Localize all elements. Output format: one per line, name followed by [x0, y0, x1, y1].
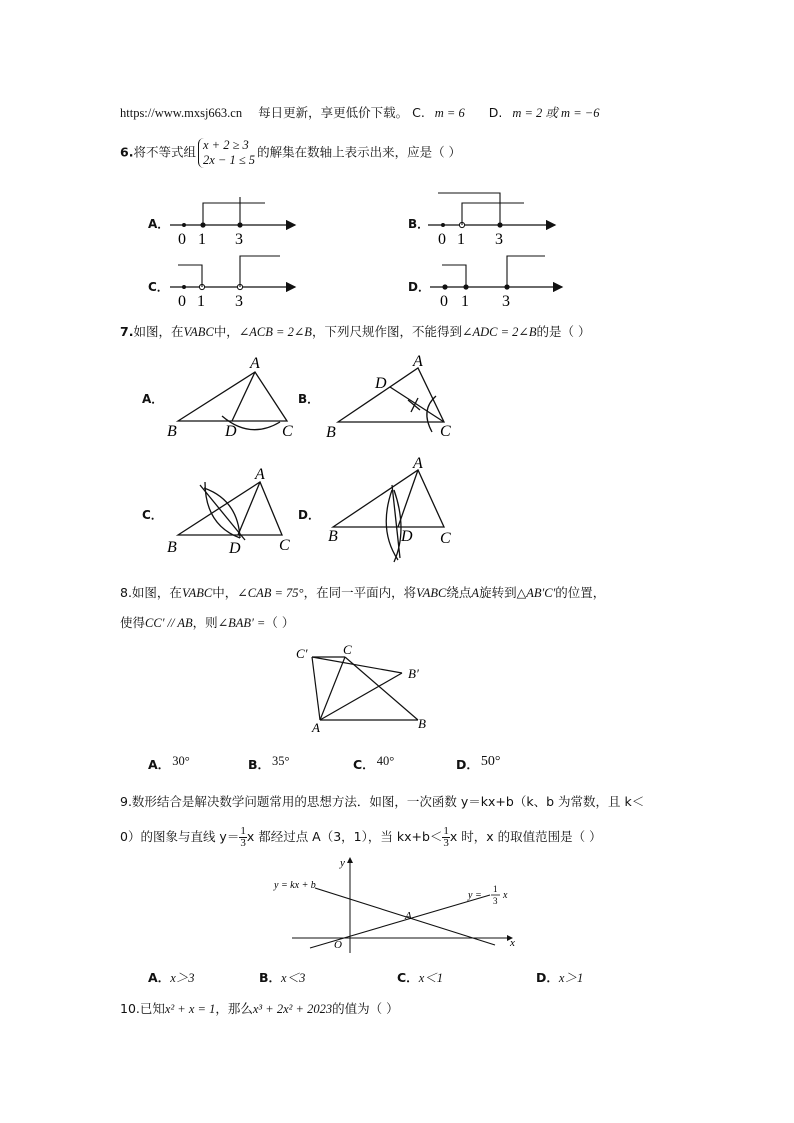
- q9-line2-frac-den: 3: [493, 896, 498, 906]
- q7a-label-a: A: [250, 355, 260, 372]
- q7a-label-b: B: [167, 423, 177, 440]
- frac-numerator-2: 1: [443, 825, 449, 837]
- q6b-tick-1: 1: [457, 231, 465, 248]
- q8-option-d-value: 50°: [480, 754, 501, 769]
- q7d-label-c: C: [440, 530, 451, 547]
- q8-triangle: VABC: [181, 586, 213, 600]
- q9-option-a-value: x＞3: [170, 971, 195, 985]
- q8-option-b-label: B．: [248, 757, 271, 772]
- q9-option-b-value: x＜3: [281, 971, 306, 985]
- question-9-line-1: 9.数形结合是解决数学问题常用的思想方法．如图，一次函数 y＝kx+b（k、b 为常数，且 k＜: [120, 794, 645, 809]
- q8-label-a: A: [312, 720, 320, 735]
- q9-option-a[interactable]: [148, 968, 195, 986]
- frac-numerator: 1: [240, 825, 246, 837]
- q7-number: 7.: [120, 324, 134, 339]
- prev-option-c-label: C.: [412, 105, 425, 120]
- q7b-label-c: C: [440, 423, 451, 440]
- question-10-stem: [120, 999, 399, 1017]
- prev-option-d-math: m = 2 或 m = −6: [512, 106, 600, 120]
- q6b-tick-0: 0: [438, 231, 446, 248]
- q8-triangle-3: △AB′C′: [516, 586, 556, 600]
- q6b-tick-3: 3: [495, 231, 503, 248]
- q8-line1-b: 中，: [212, 585, 238, 600]
- q7d-label-d: D: [401, 528, 413, 545]
- prev-option-c-math: m = 6: [434, 106, 465, 120]
- q8-option-c-value: 40°: [376, 754, 395, 768]
- q8-line1-d: 绕点: [446, 585, 472, 600]
- q7d-label-a: A: [413, 455, 423, 472]
- q7-text-d: 的是（ ）: [536, 324, 591, 339]
- q7c-label-a: A: [255, 466, 265, 483]
- promo-text: 每日更新，享更低价下载。: [258, 105, 409, 120]
- q10-expression: x³ + 2x² + 2023: [252, 1002, 333, 1016]
- q9-option-a-label: A．: [148, 970, 171, 985]
- q10-text-c: 的值为（ ）: [332, 1001, 399, 1016]
- q8-line1-a: 8.如图，在: [120, 585, 182, 600]
- q9-line1-label: y = kx + b: [274, 880, 316, 891]
- q9-line2-b: x 都经过点 A（3，1），当 kx+b＜: [246, 829, 443, 844]
- q9-line2-frac-num: 1: [493, 884, 498, 894]
- q7-option-b-label[interactable]: B．: [298, 392, 320, 406]
- q7c-label-d: D: [229, 540, 241, 557]
- q8-line1-c: ，在同一平面内，将: [303, 585, 417, 600]
- q9-origin-label: O: [334, 939, 342, 951]
- q7-target: ∠ADC = 2∠B: [461, 325, 537, 339]
- q7c-label-b: B: [167, 539, 177, 556]
- q7-option-a-label[interactable]: A．: [142, 392, 164, 406]
- frac-denominator: 3: [240, 837, 246, 849]
- q9-option-c-label: C．: [397, 970, 419, 985]
- q7a-label-c: C: [282, 423, 293, 440]
- q8-line1-f: 的位置，: [555, 585, 606, 600]
- q8-label-c-prime: C′: [296, 646, 308, 661]
- q6c-tick-0: 0: [178, 293, 186, 310]
- q8-option-b-value: 35°: [272, 754, 290, 768]
- q7c-label-c: C: [279, 537, 290, 554]
- q6-suffix: 的解集在数轴上表示出来，应是（ ）: [257, 144, 462, 160]
- inequality-1: x + 2 ≥ 3: [202, 138, 249, 152]
- q6-option-c-label[interactable]: C．: [148, 280, 169, 294]
- q7-text-a: 如图，在: [133, 324, 184, 339]
- q9-line2-c: x 时，x 的取值范围是（ ）: [449, 829, 602, 844]
- q6c-tick-1: 1: [197, 293, 205, 310]
- q8-point: A: [471, 586, 480, 600]
- q7d-label-b: B: [328, 528, 338, 545]
- q6-number: 6.: [120, 144, 134, 160]
- q6-option-a-label[interactable]: A．: [148, 217, 170, 231]
- q9-line2-label-x: x: [503, 890, 508, 901]
- q8-ask: ∠BAB′ =: [217, 616, 266, 630]
- q9-option-d-value: x＞1: [558, 971, 584, 985]
- q8-option-c-label: C．: [353, 757, 375, 772]
- q6-prefix: 将不等式组: [133, 144, 196, 160]
- q8-line2-a: 使得: [120, 615, 146, 630]
- q10-text-a: 10.已知: [120, 1001, 165, 1016]
- q10-text-b: ，那么: [215, 1001, 253, 1016]
- q6-option-b-label[interactable]: B．: [408, 217, 430, 231]
- q7-option-d-label[interactable]: D．: [298, 508, 320, 522]
- q9-option-d[interactable]: [536, 968, 583, 986]
- q6c-tick-3: 3: [235, 293, 243, 310]
- q7b-label-b: B: [326, 424, 336, 441]
- q6a-tick-0: 0: [178, 231, 186, 248]
- q10-condition: x² + x = 1: [164, 1002, 216, 1016]
- source-url: https://www.mxsj663.cn: [120, 106, 243, 120]
- q8-parallel: CC′ // AB: [145, 616, 193, 630]
- q6a-tick-1: 1: [198, 231, 206, 248]
- q8-triangle-2: VABC: [416, 586, 447, 600]
- q8-label-b: B: [418, 716, 426, 731]
- q8-option-a-label: A．: [148, 757, 171, 772]
- q6d-tick-1: 1: [461, 293, 469, 310]
- q9-option-b-label: B．: [259, 970, 282, 985]
- prev-option-d-label: D.: [488, 105, 503, 120]
- q8-label-c: C: [343, 642, 352, 657]
- q9-option-c-value: x＜1: [418, 971, 443, 985]
- q9-line2-a: 0）的图象与直线 y＝: [120, 829, 240, 844]
- q6-option-d-label[interactable]: D．: [408, 280, 430, 294]
- q8-option-d-label: D．: [456, 757, 479, 772]
- q6d-tick-3: 3: [502, 293, 510, 310]
- q8-option-a-value: 30°: [172, 754, 190, 768]
- frac-denominator-2: 3: [443, 837, 449, 849]
- q9-option-c[interactable]: [397, 968, 443, 986]
- q8-line2-b: ，则: [192, 615, 218, 630]
- q7-option-c-label[interactable]: C．: [142, 508, 163, 522]
- q9-option-b[interactable]: [259, 968, 305, 986]
- q9-option-d-label: D．: [536, 970, 559, 985]
- q7-triangle: VABC: [183, 325, 214, 339]
- q6a-tick-3: 3: [235, 231, 243, 248]
- inequality-2: 2x − 1 ≤ 5: [202, 153, 256, 167]
- q7-text-b: 中，: [213, 324, 239, 339]
- q8-label-b-prime: B′: [408, 666, 419, 681]
- q8-condition: ∠CAB = 75°: [237, 586, 304, 600]
- q9-x-axis-label: x: [510, 937, 515, 949]
- q7b-label-a: A: [413, 353, 423, 370]
- q9-y-axis-label: y: [340, 857, 345, 869]
- q8-line2-c: （ ）: [265, 615, 295, 630]
- q7a-label-d: D: [225, 423, 237, 440]
- q8-line1-e: 旋转到: [479, 585, 517, 600]
- q7-condition: ∠ACB = 2∠B: [238, 325, 312, 339]
- q9-point-a-label: A: [405, 910, 412, 922]
- q7-text-c: ，下列尺规作图，不能得到: [311, 324, 462, 339]
- q7b-label-d: D: [375, 375, 387, 392]
- q9-line2-label-pre: y =: [468, 890, 482, 901]
- q6d-tick-0: 0: [440, 293, 448, 310]
